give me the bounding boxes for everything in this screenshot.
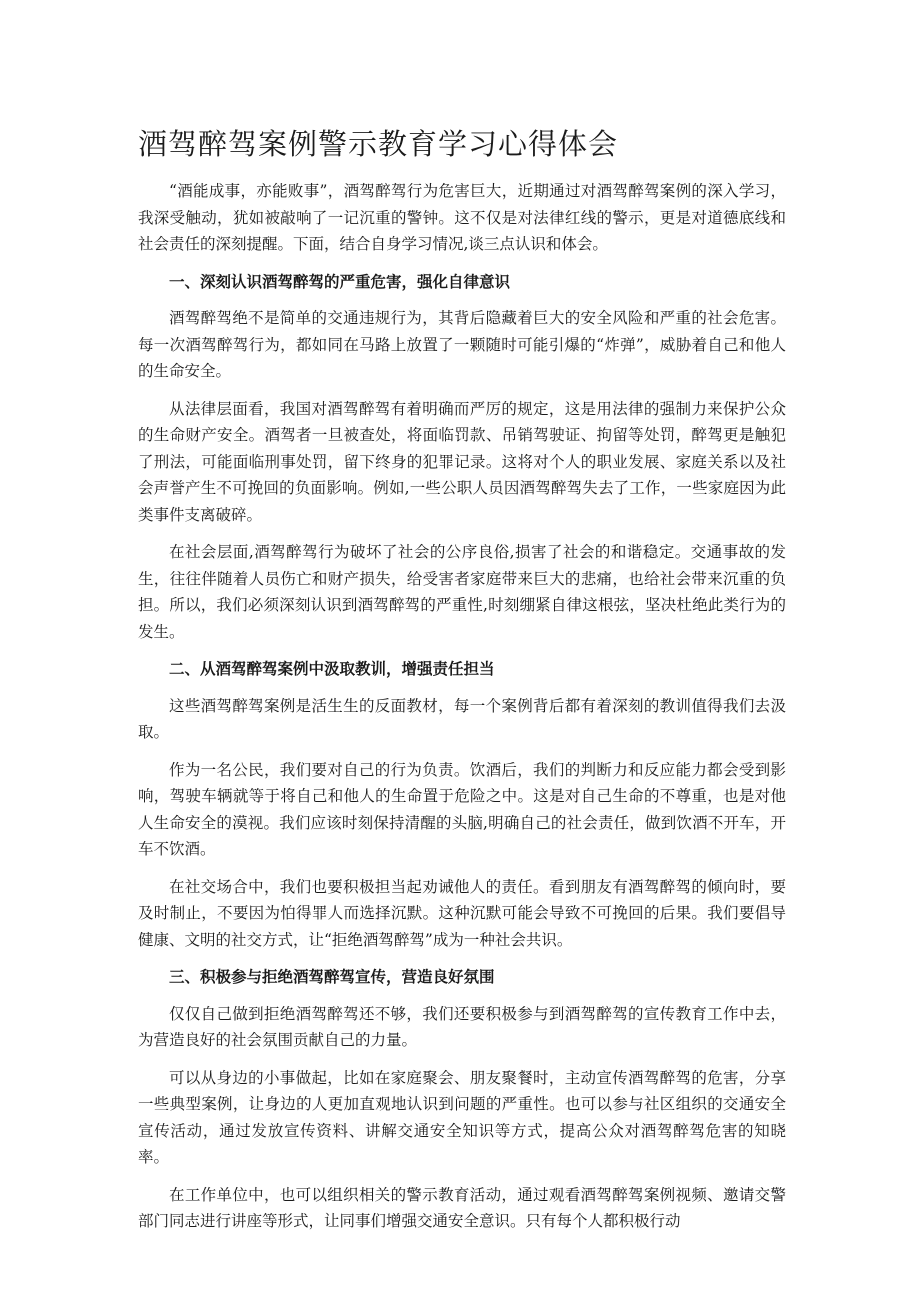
section-2-paragraph-3: 在社交场合中，我们也要积极担当起劝诫他人的责任。看到朋友有酒驾醉驾的倾向时，要及时制止，不要因为怕得罪人而选择沉默。这种沉默可能会导致不可挽回的后果。我们要倡导健康、文明的社交方式，让“拒绝酒驾醉驾”成为一种社会共识。 xyxy=(138,877,786,949)
section-2-paragraph-2: 作为一名公民，我们要对自己的行为负责。饮酒后，我们的判断力和反应能力都会受到影响，驾驶车辆就等于将自己和他人的生命置于危险之中。这是对自己生命的不尊重，也是对他人生命安全的漠视。我们应该时刻保持清醒的头脑,明确自己的社会责任，做到饮酒不开车，开车不饮酒。 xyxy=(138,760,786,858)
section-3-paragraph-2: 可以从身边的小事做起，比如在家庭聚会、朋友聚餐时，主动宣传酒驾醉驾的危害，分享一些典型案例，让身边的人更加直观地认识到问题的严重性。也可以参与社区组织的交通安全宣传活动，通过发放宣传资料、讲解交通安全知识等方式，提高公众对酒驾醉驾危害的知晓率。 xyxy=(138,1068,786,1166)
section-2-heading: 二、从酒驾醉驾案例中汲取教训，增强责任担当 xyxy=(169,659,495,678)
section-1-heading: 一、深刻认识酒驾醉驾的严重危害，强化自律意识 xyxy=(169,271,511,291)
section-3-paragraph-3: 在工作单位中，也可以组织相关的警示教育活动，通过观看酒驾醉驾案例视频、邀请交警部门同志进行讲座等形式，让同事们增强交通安全意识。只有每个人都积极行动 xyxy=(138,1185,786,1230)
section-1-paragraph-1: 酒驾醉驾绝不是简单的交通违规行为，其背后隐藏着巨大的安全风险和严重的社会危害。每一次酒驾醉驾行为，都如同在马路上放置了一颗随时可能引爆的“炸弹”，威胁着自己和他人的生命安全。 xyxy=(138,309,786,380)
document-body xyxy=(138,178,786,1246)
section-1-paragraph-2: 从法律层面看，我国对酒驾醉驾有着明确而严厉的规定，这是用法律的强制力来保护公众的生命财产安全。酒驾者一旦被查处，将面临罚款、吊销驾驶证、拘留等处罚，醉驾更是触犯了刑法，可能面临刑事处罚，留下终身的犯罪记录。这将对个人的职业发展、家庭关系以及社会声誉产生不可挽回的负面影响。例如,一些公职人员因酒驾醉驾失去了工作，一些家庭因为此类事件支离破碎。 xyxy=(138,399,786,524)
section-3-paragraph-1: 仅仅自己做到拒绝酒驾醉驾还不够，我们还要积极参与到酒驾醉驾的宣传教育工作中去，为营造良好的社会氛围贡献自己的力量。 xyxy=(138,1004,786,1049)
document-title: 酒驾醉驾案例警示教育学习心得体会 xyxy=(138,127,619,161)
intro-paragraph: “酒能成事，亦能败事”，酒驾醉驾行为危害巨大，近期通过对酒驾醉驾案例的深入学习，我深受触动，犹如被敲响了一记沉重的警钟。这不仅是对法律红线的警示，更是对道德底线和社会责任的深刻提醒。下面，结合自身学习情况,谈三点认识和体会。 xyxy=(138,182,786,253)
section-1-paragraph-3: 在社会层面,酒驾醉驾行为破坏了社会的公序良俗,损害了社会的和谐稳定。交通事故的发生，往往伴随着人员伤亡和财产损失，给受害者家庭带来巨大的悲痛，也给社会带来沉重的负担。所以，我们必须深刻认识到酒驾醉驾的严重性,时刻绷紧自律这根弦，坚决杜绝此类行为的发生。 xyxy=(138,543,786,641)
section-3-heading: 三、积极参与拒绝酒驾醉驾宣传，营造良好氛围 xyxy=(169,967,495,986)
section-2-paragraph-1: 这些酒驾醉驾案例是活生生的反面教材，每一个案例背后都有着深刻的教训值得我们去汲取。 xyxy=(138,696,786,741)
